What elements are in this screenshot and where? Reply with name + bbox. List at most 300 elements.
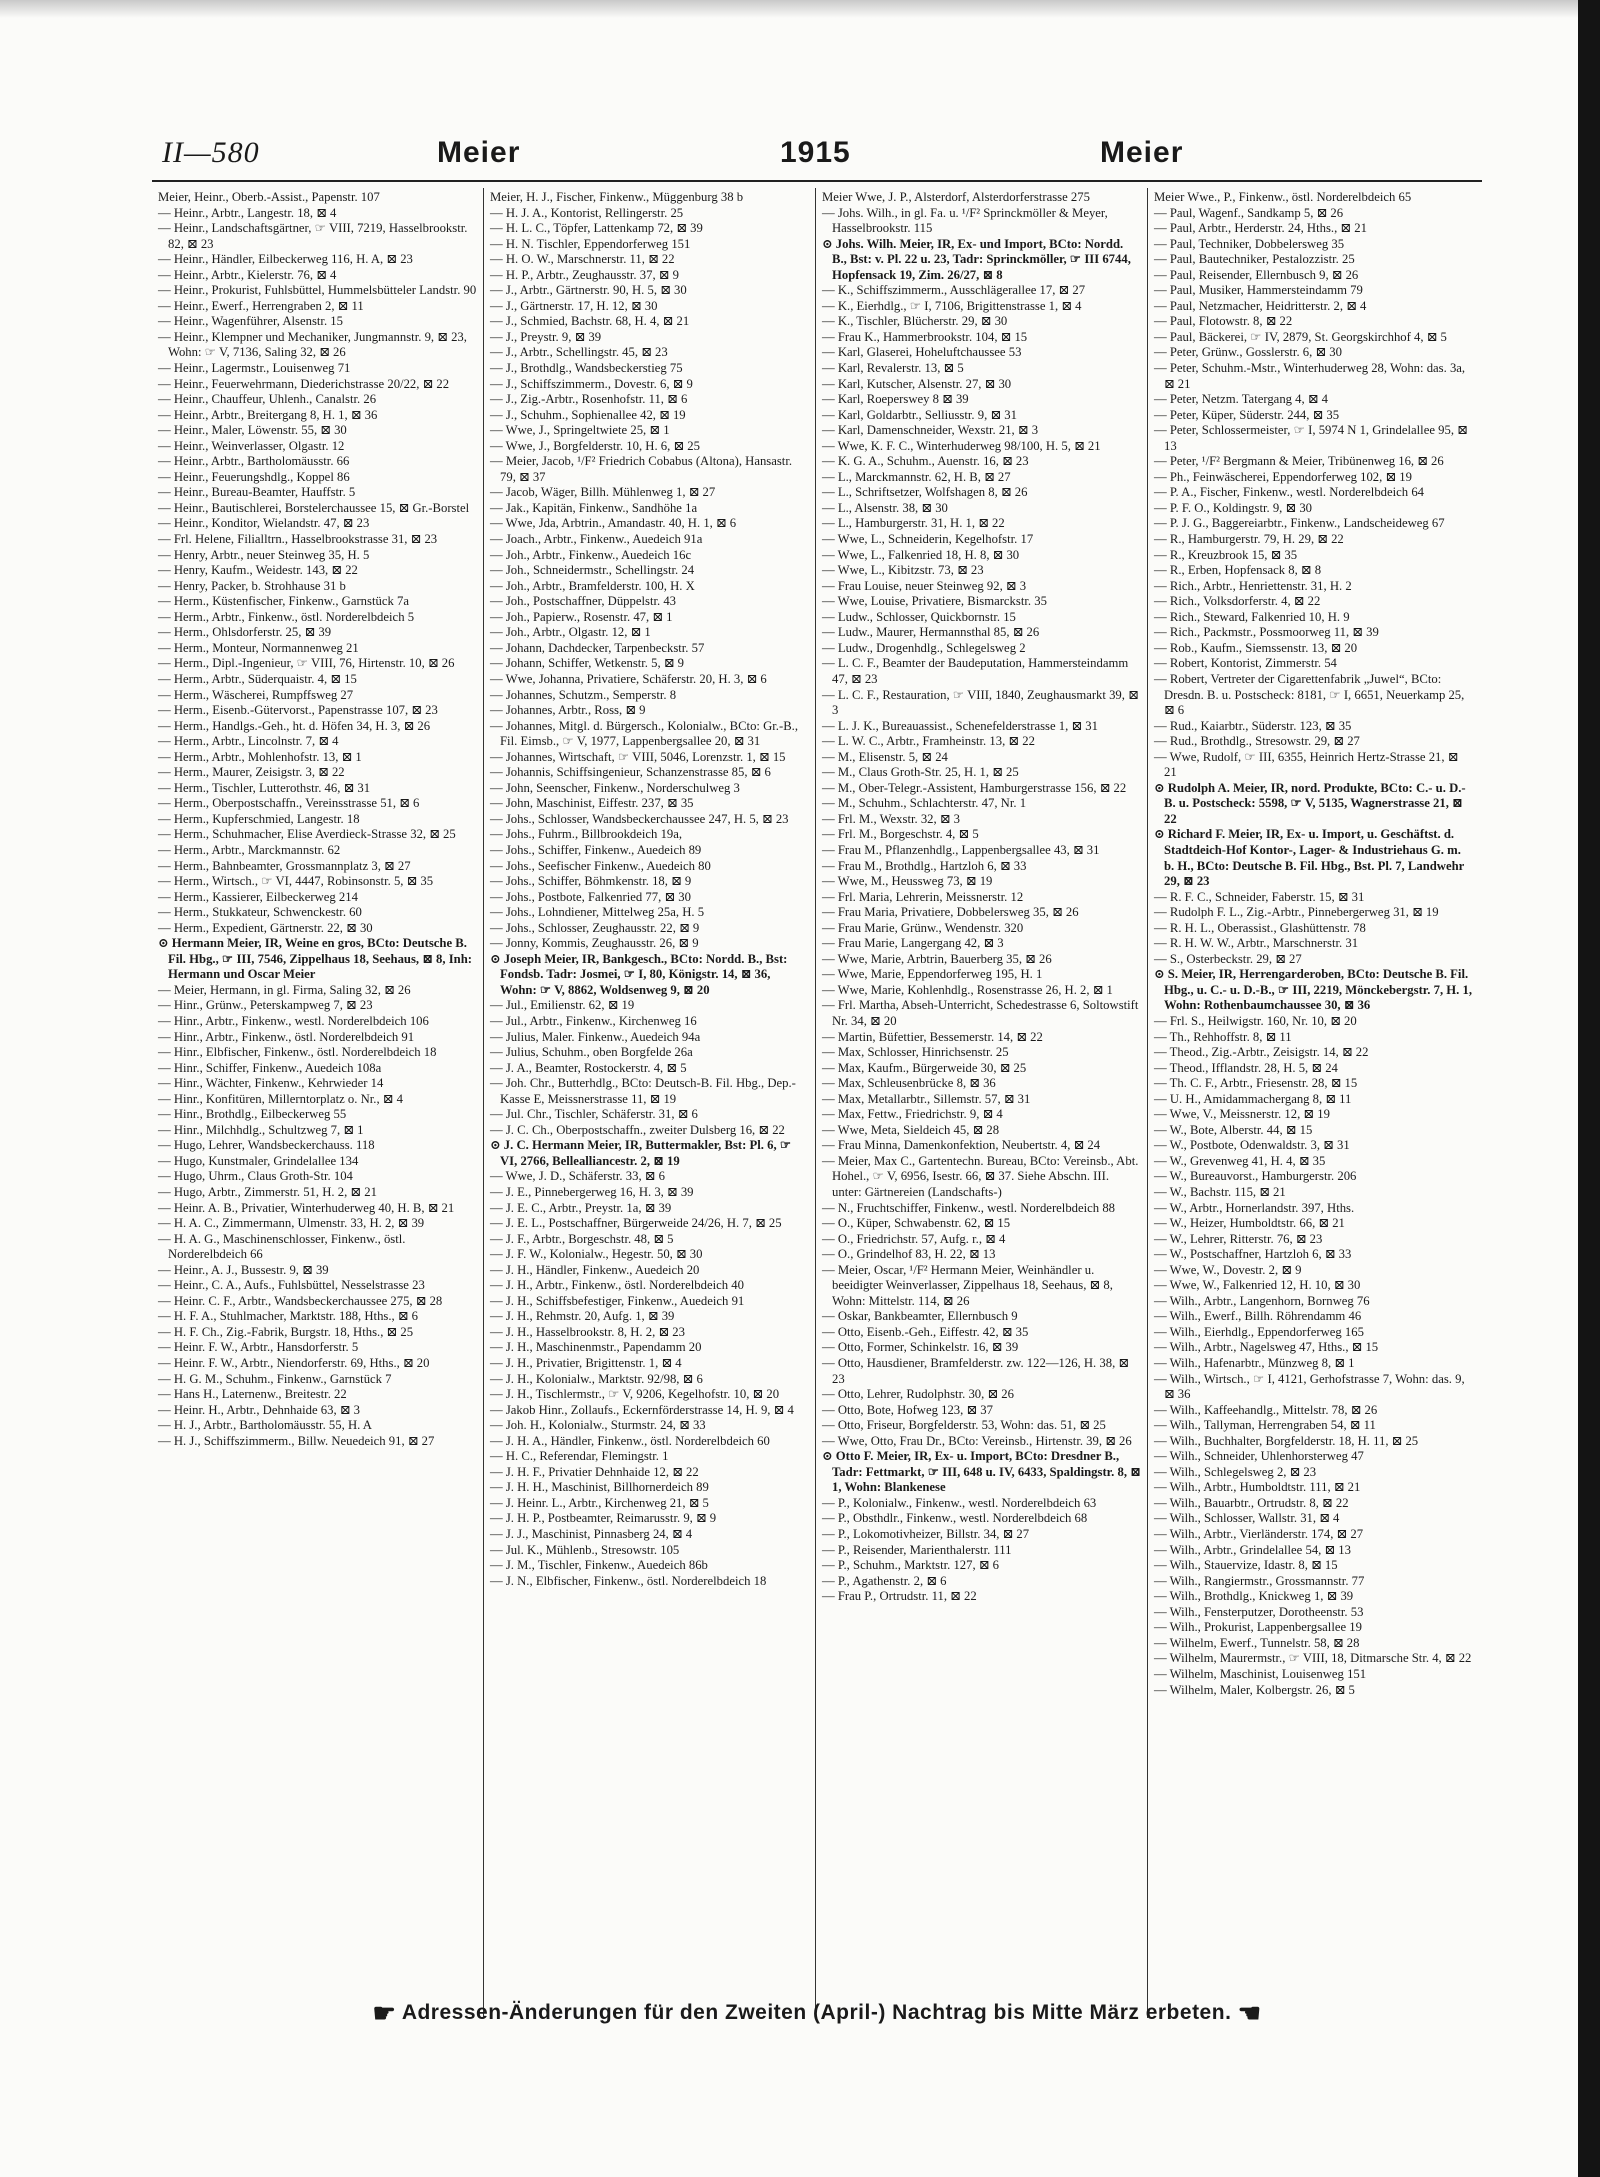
directory-entry: — Wwe, Johanna, Privatiere, Schäferstr. 20, H. 3, ⊠ 6 bbox=[490, 671, 767, 686]
directory-entry: — Wwe, L., Kibitzstr. 73, ⊠ 23 bbox=[822, 563, 984, 578]
directory-entry: — Wilh., Brothdlg., Knickweg 1, ⊠ 39 bbox=[1154, 1589, 1354, 1604]
directory-entry: — Heinr., Bautischlerei, Borstelerchaussee 15, ⊠ Gr.-Borstel bbox=[158, 500, 470, 515]
directory-entry: — J. J., Maschinist, Pinnasberg 24, ⊠ 4 bbox=[490, 1527, 693, 1542]
directory-entry: — Wilh., Arbtr., Langenhorn, Bornweg 76 bbox=[1154, 1293, 1370, 1308]
directory-entry: — Heinr., Arbtr., Kielerstr. 76, ⊠ 4 bbox=[158, 267, 337, 282]
directory-entry: — Hinr., Schiffer, Finkenw., Auedeich 108a bbox=[158, 1060, 382, 1075]
directory-entry: — Wwe, Marie, Kohlenhdlg., Rosenstrasse 26, H. 2, ⊠ 1 bbox=[822, 982, 1113, 997]
directory-entry: — Ludw., Drogenhdlg., Schlegelsweg 2 bbox=[822, 640, 1026, 655]
directory-entry: — Th. C. F., Arbtr., Friesenstr. 28, ⊠ 15 bbox=[1154, 1076, 1358, 1091]
directory-entry: — R., Erben, Hopfensack 8, ⊠ 8 bbox=[1154, 563, 1322, 578]
scan-shadow bbox=[0, 0, 1600, 18]
pointing-hand-right-icon: ☛ bbox=[372, 1998, 397, 2028]
directory-entry: — P. J. G., Baggereiarbtr., Finkenw., Landscheideweg 67 bbox=[1154, 516, 1445, 531]
header-rule bbox=[152, 180, 1482, 182]
directory-entry: — Ludw., Maurer, Hermannsthal 85, ⊠ 26 bbox=[822, 625, 1040, 640]
directory-entry: ⊙ Joseph Meier, IR, Bankgesch., BCto: Nordd. B., Bst: Fondsb. Tadr: Josmei, ☞ I, 80, Königstr. 14, ⊠ 36, Wohn: ☞ V, 8862, Woldsenweg 9, ⊠ 20 bbox=[490, 951, 788, 997]
directory-entry: — Frl. Martha, Abseh-Unterricht, Schedestrasse 6, Soltowstift Nr. 34, ⊠ 20 bbox=[822, 998, 1139, 1028]
directory-entry: — W., Bachstr. 115, ⊠ 21 bbox=[1154, 1185, 1286, 1199]
directory-entry: — Johs. Wilh., in gl. Fa. u. ¹/F² Sprinckmöller & Meyer, Hasselbrookstr. 115 bbox=[822, 205, 1108, 236]
directory-entry: — Otto, Former, Schinkelstr. 16, ⊠ 39 bbox=[822, 1340, 1019, 1355]
directory-entry: — J., Brothdlg., Wandsbeckerstieg 75 bbox=[490, 361, 683, 376]
directory-entry: — Meier, Jacob, ¹/F² Friedrich Cobabus (Altona), Hansastr. 79, ⊠ 37 bbox=[490, 454, 793, 484]
directory-entry: — H. G. M., Schuhm., Finkenw., Garnstück 7 bbox=[158, 1371, 392, 1386]
directory-entry: — Wilh., Hafenarbtr., Münzweg 8, ⊠ 1 bbox=[1154, 1356, 1355, 1371]
directory-entry: — Robert, Vertreter der Cigarettenfabrik „Juwel“, BCto: Dresdn. B. u. Postscheck: 8181, ☞ I, 6651, Neuerkamp 25, ⊠ 6 bbox=[1154, 671, 1465, 718]
directory-entry: — Heinr., Landschaftsgärtner, ☞ VIII, 7219, Hasselbrookstr. 82, ⊠ 23 bbox=[158, 221, 468, 251]
directory-entry: — P., Kolonialw., Finkenw., westl. Norderelbdeich 63 bbox=[822, 1495, 1097, 1510]
directory-entry: — Jul. K., Mühlenb., Stresowstr. 105 bbox=[490, 1542, 680, 1557]
directory-entry: — W., Heizer, Humboldtstr. 66, ⊠ 21 bbox=[1154, 1216, 1345, 1231]
directory-entry: — Jakob Hinr., Zollaufs., Eckernförderstrasse 14, H. 9, ⊠ 4 bbox=[490, 1402, 794, 1417]
directory-entry: — Wilhelm, Maler, Kolbergstr. 26, ⊠ 5 bbox=[1154, 1682, 1355, 1697]
directory-entry: — Frau Louise, neuer Steinweg 92, ⊠ 3 bbox=[822, 578, 1027, 593]
directory-entry: — Peter, Schuhm.-Mstr., Winterhuderweg 28, Wohn: das. 3a, ⊠ 21 bbox=[1154, 361, 1466, 391]
directory-entry: — K., Tischler, Blücherstr. 29, ⊠ 30 bbox=[822, 314, 1008, 329]
directory-entry: — Max, Fettw., Friedrichstr. 9, ⊠ 4 bbox=[822, 1107, 1003, 1122]
scan-edge bbox=[1578, 0, 1600, 2177]
directory-entry: — Wwe, W., Falkenried 12, H. 10, ⊠ 30 bbox=[1154, 1278, 1361, 1293]
directory-entry: — P., Schuhm., Marktstr. 127, ⊠ 6 bbox=[822, 1558, 999, 1573]
directory-entry: — Henry, Packer, b. Strohhause 31 b bbox=[158, 578, 346, 593]
running-head-right: Meier bbox=[1100, 136, 1184, 169]
directory-entry: — Heinr., Feuerwehrmann, Diederichstrasse 20/22, ⊠ 22 bbox=[158, 376, 450, 391]
directory-entry: — Johannes, Schutzm., Semperstr. 8 bbox=[490, 687, 677, 702]
directory-entry: — J., Gärtnerstr. 17, H. 12, ⊠ 30 bbox=[490, 298, 658, 313]
directory-entry: — Herm., Kassierer, Eilbeckerweg 214 bbox=[158, 889, 358, 904]
directory-entry: — Johann, Dachdecker, Tarpenbeckstr. 57 bbox=[490, 640, 705, 655]
directory-entry: — Karl, Damenschneider, Wexstr. 21, ⊠ 3 bbox=[822, 423, 1039, 438]
directory-entry: — Otto, Bote, Hofweg 123, ⊠ 37 bbox=[822, 1402, 993, 1417]
footer-notice bbox=[152, 1998, 1482, 2029]
directory-entry: — Hinr., Arbtr., Finkenw., östl. Norderelbdeich 91 bbox=[158, 1029, 415, 1044]
directory-entry: — Heinr., Feuerungshdlg., Koppel 86 bbox=[158, 469, 350, 484]
directory-entry: — Johannes, Arbtr., Ross, ⊠ 9 bbox=[490, 703, 646, 718]
column-3 bbox=[816, 188, 1148, 2018]
directory-entry: — Karl, Kutscher, Alsenstr. 27, ⊠ 30 bbox=[822, 376, 1012, 391]
directory-entry: — P., Obsthdlr., Finkenw., westl. Norderelbdeich 68 bbox=[822, 1511, 1088, 1526]
directory-entry: — Heinr., Maler, Löwenstr. 55, ⊠ 30 bbox=[158, 423, 347, 438]
directory-entry: — P. F. O., Koldingstr. 9, ⊠ 30 bbox=[1154, 500, 1313, 515]
directory-entry: — Otto, Eisenb.-Geh., Eiffestr. 42, ⊠ 35 bbox=[822, 1324, 1029, 1339]
directory-entry: — Wilhelm, Ewerf., Tunnelstr. 58, ⊠ 28 bbox=[1154, 1635, 1360, 1650]
directory-entry: — H. J., Arbtr., Bartholomäusstr. 55, H. A bbox=[158, 1418, 372, 1433]
directory-entry: — J. H., Hasselbrookstr. 8, H. 2, ⊠ 23 bbox=[490, 1324, 685, 1339]
directory-entry: — Wwe, Louise, Privatiere, Bismarckstr. 35 bbox=[822, 594, 1047, 609]
directory-entry: — Wilhelm, Maschinist, Louisenweg 151 bbox=[1154, 1666, 1367, 1681]
directory-entry: — Heinr., Weinverlasser, Olgastr. 12 bbox=[158, 438, 345, 453]
directory-entry: — Wilh., Arbtr., Humboldtstr. 111, ⊠ 21 bbox=[1154, 1480, 1361, 1495]
directory-entry: — Heinr., Ewerf., Herrengraben 2, ⊠ 11 bbox=[158, 298, 364, 313]
directory-entry: — Herm., Tischler, Lutterothstr. 46, ⊠ 31 bbox=[158, 780, 371, 795]
directory-entry: — Wilh., Wirtsch., ☞ I, 4121, Gerhofstrasse 7, Wohn: das. 9, ⊠ 36 bbox=[1154, 1371, 1465, 1402]
directory-entry: — Herm., Stukkateur, Schwenckestr. 60 bbox=[158, 905, 362, 920]
directory-entry: — Oskar, Bankbeamter, Ellernbusch 9 bbox=[822, 1309, 1018, 1324]
directory-entry: — Jul., Emilienstr. 62, ⊠ 19 bbox=[490, 998, 635, 1013]
directory-entry: — J., Zig.-Arbtr., Rosenhofstr. 11, ⊠ 6 bbox=[490, 392, 688, 407]
directory-entry: — H. L. C., Töpfer, Lattenkamp 72, ⊠ 39 bbox=[490, 221, 703, 236]
directory-entry: — Frau M., Pflanzenhdlg., Lappenbergsallee 43, ⊠ 31 bbox=[822, 842, 1100, 857]
directory-entry: — H. N. Tischler, Eppendorferweg 151 bbox=[490, 236, 691, 251]
directory-entry: — Heinr., Lagermstr., Louisenweg 71 bbox=[158, 361, 351, 376]
directory-entry: — Herm., Handlgs.-Geh., ht. d. Höfen 34, H. 3, ⊠ 26 bbox=[158, 718, 431, 733]
directory-entry: — Hinr., Milchhdlg., Schultzweg 7, ⊠ 1 bbox=[158, 1122, 364, 1137]
directory-entry: — Hinr., Arbtr., Finkenw., westl. Norderelbdeich 106 bbox=[158, 1013, 429, 1028]
directory-entry: Meier Wwe, J. P., Alsterdorf, Alsterdorferstrasse 275 bbox=[822, 190, 1090, 204]
directory-entry: — Th., Rehhoffstr. 8, ⊠ 11 bbox=[1154, 1029, 1292, 1044]
directory-entry: — Wwe, V., Meissnerstr. 12, ⊠ 19 bbox=[1154, 1107, 1330, 1122]
directory-entry: — Peter, Grünw., Gosslerstr. 6, ⊠ 30 bbox=[1154, 345, 1342, 360]
directory-entry: — Herm., Küstenfischer, Finkenw., Garnstück 7a bbox=[158, 594, 409, 609]
directory-entry: — W., Postbote, Odenwaldstr. 3, ⊠ 31 bbox=[1154, 1138, 1350, 1153]
directory-entry: — Theod., Zig.-Arbtr., Zeisigstr. 14, ⊠ 22 bbox=[1154, 1045, 1369, 1060]
directory-entry: — Heinr., Prokurist, Fuhlsbüttel, Hummelsbütteler Landstr. 90 bbox=[158, 283, 477, 298]
directory-entry: — H. A. G., Maschinenschlosser, Finkenw., östl. Norderelbdeich 66 bbox=[158, 1231, 406, 1262]
directory-entry: — Wwe, Meta, Sieldeich 45, ⊠ 28 bbox=[822, 1122, 1000, 1137]
directory-entry: — Wilh., Buchhalter, Borgfelderstr. 18, H. 11, ⊠ 25 bbox=[1154, 1433, 1419, 1448]
directory-entry: — W., Postschaffner, Hartzloh 6, ⊠ 33 bbox=[1154, 1247, 1352, 1262]
directory-entry: — J. H., Tischlermstr., ☞ V, 9206, Kegelhofstr. 10, ⊠ 20 bbox=[490, 1387, 780, 1402]
directory-entry: — L. W. C., Arbtr., Framheinstr. 13, ⊠ 22 bbox=[822, 734, 1035, 749]
directory-entry: — Wilh., Prokurist, Lappenbergsallee 19 bbox=[1154, 1620, 1362, 1635]
directory-entry: — Wilh., Schlosser, Wallstr. 31, ⊠ 4 bbox=[1154, 1511, 1340, 1526]
directory-entry: — J. M., Tischler, Finkenw., Auedeich 86b bbox=[490, 1558, 708, 1573]
directory-entry: — M., Ober-Telegr.-Assistent, Hamburgerstrasse 156, ⊠ 22 bbox=[822, 780, 1127, 795]
directory-entry: — Rob., Kaufm., Siemssenstr. 13, ⊠ 20 bbox=[1154, 640, 1358, 655]
directory-entry: — Peter, ¹/F² Bergmann & Meier, Tribünenweg 16, ⊠ 26 bbox=[1154, 454, 1444, 469]
directory-entry: — J., Schiffszimmerm., Dovestr. 6, ⊠ 9 bbox=[490, 376, 693, 391]
directory-entry: — N., Fruchtschiffer, Finkenw., westl. Norderelbdeich 88 bbox=[822, 1200, 1116, 1215]
directory-entry: — Meier, Oscar, ¹/F² Hermann Meier, Weinhändler u. beeidigter Weinverlasser, Zippelhaus 18, Seehaus, ⊠ 8, Wohn: Mittelstr. 114, ⊠ 26 bbox=[822, 1262, 1113, 1308]
directory-entry: — Meier, Max C., Gartentechn. Bureau, BCto: Vereinsb., Abt. Hohel., ☞ V, 6956, Isestr. 66, ⊠ 37. Siehe Abschn. III. unter: Gärtnereien (Landschafts-) bbox=[822, 1153, 1139, 1199]
page-number: II—580 bbox=[162, 136, 260, 169]
directory-entry: ⊙ S. Meier, IR, Herrengarderoben, BCto: Deutsche B. Fil. Hbg., u. C.- u. D.-B., ☞ III, 2219, Mönckebergstr. 7, H. 1, Wohn: Rothenbaumchaussee 30, ⊠ 36 bbox=[1154, 967, 1473, 1013]
directory-entry: — Hugo, Kunstmaler, Grindelallee 134 bbox=[158, 1153, 359, 1168]
directory-entry: — Heinr., Arbtr., Breitergang 8, H. 1, ⊠ 36 bbox=[158, 407, 378, 422]
directory-entry: — John, Seenscher, Finkenw., Norderschulweg 3 bbox=[490, 780, 740, 795]
directory-entry: — Rud., Brothdlg., Stresowstr. 29, ⊠ 27 bbox=[1154, 734, 1360, 749]
directory-entry: — M., Claus Groth-Str. 25, H. 1, ⊠ 25 bbox=[822, 765, 1019, 780]
directory-entry: — Johs., Schlosser, Wandsbeckerchaussee 247, H. 5, ⊠ 23 bbox=[490, 811, 789, 826]
directory-entry: — Jacob, Wäger, Billh. Mühlenweg 1, ⊠ 27 bbox=[490, 485, 716, 500]
directory-entry: — Hugo, Uhrm., Claus Groth-Str. 104 bbox=[158, 1169, 353, 1184]
directory-entry: — J. E. C., Arbtr., Preystr. 1a, ⊠ 39 bbox=[490, 1200, 672, 1215]
directory-entry: — Wwe, Rudolf, ☞ III, 6355, Heinrich Hertz-Strasse 21, ⊠ 21 bbox=[1154, 749, 1459, 780]
directory-entry: — H. F. A., Stuhlmacher, Marktstr. 188, Hths., ⊠ 6 bbox=[158, 1309, 419, 1324]
directory-entry: — Rich., Packmstr., Possmoorweg 11, ⊠ 39 bbox=[1154, 625, 1379, 640]
directory-entry: — Frau K., Hammerbrookstr. 104, ⊠ 15 bbox=[822, 329, 1028, 344]
directory-entry: — Ph., Feinwäscherei, Eppendorferweg 102, ⊠ 19 bbox=[1154, 469, 1412, 484]
directory-entry: — O., Küper, Schwabenstr. 62, ⊠ 15 bbox=[822, 1216, 1011, 1231]
directory-entry: — J. H., Maschinenmstr., Papendamm 20 bbox=[490, 1340, 702, 1355]
directory-entry: — Wilh., Arbtr., Nagelsweg 47, Hths., ⊠ 15 bbox=[1154, 1340, 1379, 1355]
directory-entry: — Henry, Arbtr., neuer Steinweg 35, H. 5 bbox=[158, 547, 370, 562]
directory-entry: — Otto, Lehrer, Rudolphstr. 30, ⊠ 26 bbox=[822, 1387, 1014, 1402]
directory-entry: — Herm., Wäscherei, Rumpffsweg 27 bbox=[158, 687, 354, 702]
directory-entry: — Herm., Bahnbeamter, Grossmannplatz 3, ⊠ 27 bbox=[158, 858, 411, 873]
directory-entry: — Wilh., Kaffeehandlg., Mittelstr. 78, ⊠ 26 bbox=[1154, 1402, 1378, 1417]
directory-entry: — Wilh., Ewerf., Billh. Röhrendamm 46 bbox=[1154, 1309, 1362, 1324]
directory-entry: — Heinr., Arbtr., Langestr. 18, ⊠ 4 bbox=[158, 205, 337, 220]
directory-entry: — W., Arbtr., Hornerlandstr. 397, Hths. bbox=[1154, 1200, 1355, 1215]
directory-entry: — Paul, Bäckerei, ☞ IV, 2879, St. Georgskirchhof 4, ⊠ 5 bbox=[1154, 329, 1447, 344]
directory-entry: — Wilh., Eierhdlg., Eppendorferweg 165 bbox=[1154, 1324, 1364, 1339]
directory-entry: — Johs., Lohndiener, Mittelweg 25a, H. 5 bbox=[490, 905, 705, 920]
directory-entry: — Meier, Hermann, in gl. Firma, Saling 32, ⊠ 26 bbox=[158, 982, 411, 997]
directory-entry: — Herm., Arbtr., Lincolnstr. 7, ⊠ 4 bbox=[158, 734, 339, 749]
directory-entry: — Jak., Kapitän, Finkenw., Sandhöhe 1a bbox=[490, 500, 698, 515]
directory-entry: — Heinr., Arbtr., Bartholomäusstr. 66 bbox=[158, 454, 350, 469]
directory-entry: — J. H., Arbtr., Finkenw., östl. Norderelbdeich 40 bbox=[490, 1278, 744, 1293]
directory-entry: — Paul, Reisender, Ellernbusch 9, ⊠ 26 bbox=[1154, 267, 1359, 282]
directory-entry: — Heinr., Händler, Eilbeckerweg 116, H. A, ⊠ 23 bbox=[158, 252, 413, 267]
directory-entry: — Henry, Kaufm., Weidestr. 143, ⊠ 22 bbox=[158, 563, 358, 578]
directory-entry: ⊙ Richard F. Meier, IR, Ex- u. Import, u. Geschäftst. d. Stadtdeich-Hof Kontor-, Lager- & Industriehaus G. m. b. H., BCto: Deutsche B. Fil. Hbg., Bst. Pl. 7, Landwehr 29, ⊠ 23 bbox=[1154, 827, 1465, 889]
directory-entry: — John, Maschinist, Eiffestr. 237, ⊠ 35 bbox=[490, 796, 694, 811]
directory-entry: — Otto, Hausdiener, Bramfelderstr. zw. 122—126, H. 38, ⊠ 23 bbox=[822, 1356, 1130, 1386]
directory-entry: — Joh., Arbtr., Olgastr. 12, ⊠ 1 bbox=[490, 625, 651, 640]
directory-entry: — M., Schuhm., Schlachterstr. 47, Nr. 1 bbox=[822, 796, 1027, 811]
directory-entry: — Joh. H., Kolonialw., Sturmstr. 24, ⊠ 33 bbox=[490, 1418, 706, 1433]
directory-entry: — Rudolph F. L., Zig.-Arbtr., Pinnebergerweg 31, ⊠ 19 bbox=[1154, 905, 1439, 920]
column-2 bbox=[484, 188, 816, 2018]
directory-entry: — L. C. F., Beamter der Baudeputation, Hammersteindamm 47, ⊠ 23 bbox=[822, 656, 1129, 686]
directory-entry: — Julius, Schuhm., oben Borgfelde 26a bbox=[490, 1045, 693, 1060]
directory-entry: — Wilh., Schneider, Uhlenhorsterweg 47 bbox=[1154, 1449, 1364, 1464]
directory-entry: — J. H. A., Händler, Finkenw., östl. Norderelbdeich 60 bbox=[490, 1433, 770, 1448]
directory-entry: — Wilh., Schlegelsweg 2, ⊠ 23 bbox=[1154, 1464, 1317, 1479]
directory-entry: — J. E., Pinnebergerweg 16, H. 3, ⊠ 39 bbox=[490, 1185, 694, 1199]
directory-entry: — Joh. Chr., Butterhdlg., BCto: Deutsch-B. Fil. Hbg., Dep.-Kasse E, Meissnerstrasse 11, ⊠ 19 bbox=[490, 1076, 796, 1106]
pointing-hand-left-icon: ☚ bbox=[1237, 1998, 1262, 2028]
directory-entry: — J. H., Privatier, Brigittenstr. 1, ⊠ 4 bbox=[490, 1356, 682, 1371]
directory-entry: — Wwe, Marie, Arbtrin, Bauerberg 35, ⊠ 26 bbox=[822, 951, 1052, 966]
directory-entry: — H. O. W., Marschnerstr. 11, ⊠ 22 bbox=[490, 252, 675, 267]
directory-entry: — R. H. W. W., Arbtr., Marschnerstr. 31 bbox=[1154, 936, 1359, 951]
directory-entry: — Karl, Revalerstr. 13, ⊠ 5 bbox=[822, 361, 964, 376]
directory-entry: — Johs., Postbote, Falkenried 77, ⊠ 30 bbox=[490, 889, 691, 904]
directory-entry: — Johs., Schiffer, Finkenw., Auedeich 89 bbox=[490, 842, 702, 857]
directory-entry: — Wwe, L., Schneiderin, Kegelhofstr. 17 bbox=[822, 532, 1034, 547]
directory-entry: — Hinr., Wächter, Finkenw., Kehrwieder 14 bbox=[158, 1076, 384, 1091]
directory-entry: — Heinr. A. B., Privatier, Winterhuderweg 40, H. B, ⊠ 21 bbox=[158, 1200, 455, 1215]
directory-entry: — Wwe, J., Borgfelderstr. 10, H. 6, ⊠ 25 bbox=[490, 438, 700, 453]
directory-entry: Meier, H. J., Fischer, Finkenw., Müggenburg 38 b bbox=[490, 190, 744, 204]
directory-entry: — L. C. F., Restauration, ☞ VIII, 1840, Zeughausmarkt 39, ⊠ 3 bbox=[822, 687, 1139, 718]
directory-entry: — Johannes, Wirtschaft, ☞ VIII, 5046, Lorenzstr. 1, ⊠ 15 bbox=[490, 749, 786, 764]
directory-entry: — O., Friedrichstr. 57, Aufg. r., ⊠ 4 bbox=[822, 1231, 1006, 1246]
directory-entry: — Frau Marie, Grünw., Wendenstr. 320 bbox=[822, 920, 1024, 935]
directory-entry: — Wilh., Stauervize, Idastr. 8, ⊠ 15 bbox=[1154, 1558, 1338, 1573]
directory-entry: — Frl. M., Wexstr. 32, ⊠ 3 bbox=[822, 811, 961, 826]
directory-entry: — H. F. Ch., Zig.-Fabrik, Burgstr. 18, Hths., ⊠ 25 bbox=[158, 1324, 414, 1339]
directory-entry: — J. H., Rehmstr. 20, Aufg. 1, ⊠ 39 bbox=[490, 1309, 675, 1324]
directory-entry: — Frau Marie, Langergang 42, ⊠ 3 bbox=[822, 936, 1004, 951]
directory-entry: — Jul. Chr., Tischler, Schäferstr. 31, ⊠ 6 bbox=[490, 1107, 698, 1122]
directory-entry: — Herm., Expedient, Gärtnerstr. 22, ⊠ 30 bbox=[158, 920, 373, 935]
directory-entry: — K., Eierhdlg., ☞ I, 7106, Brigittenstrasse 1, ⊠ 4 bbox=[822, 298, 1082, 313]
directory-entry: — Wwe, Jda, Arbtrin., Amandastr. 40, H. 1, ⊠ 6 bbox=[490, 516, 737, 531]
directory-entry: — H. J., Schiffszimmerm., Billw. Neuedeich 91, ⊠ 27 bbox=[158, 1433, 435, 1448]
directory-entry: — Rich., Volksdorferstr. 4, ⊠ 22 bbox=[1154, 594, 1321, 609]
directory-entry: — J. A., Beamter, Rostockerstr. 4, ⊠ 5 bbox=[490, 1060, 687, 1075]
directory-entry: — Max, Metallarbtr., Sillemstr. 57, ⊠ 31 bbox=[822, 1091, 1031, 1106]
directory-entry: — Wwe, Otto, Frau Dr., BCto: Vereinsb., Hirtenstr. 39, ⊠ 26 bbox=[822, 1433, 1132, 1448]
directory-entry: — Heinr. C. F., Arbtr., Wandsbeckerchaussee 275, ⊠ 28 bbox=[158, 1293, 443, 1308]
directory-entry: — J., Schuhm., Sophienallee 42, ⊠ 19 bbox=[490, 407, 686, 422]
directory-entry: — Heinr., Konditor, Wielandstr. 47, ⊠ 23 bbox=[158, 516, 370, 531]
directory-entry: — R., Kreuzbrook 15, ⊠ 35 bbox=[1154, 547, 1298, 562]
directory-entry: — Heinr., Wagenführer, Alsenstr. 15 bbox=[158, 314, 343, 329]
directory-entry: — Heinr. F. W., Arbtr., Niendorferstr. 69, Hths., ⊠ 20 bbox=[158, 1356, 430, 1371]
directory-entry: — Frau Minna, Damenkonfektion, Neubertstr. 4, ⊠ 24 bbox=[822, 1138, 1101, 1153]
directory-entry: — Herm., Maurer, Zeisigstr. 3, ⊠ 22 bbox=[158, 765, 345, 780]
directory-entry: Meier Wwe., P., Finkenw., östl. Norderelbdeich 65 bbox=[1154, 190, 1412, 204]
directory-entry: — Peter, Küper, Süderstr. 244, ⊠ 35 bbox=[1154, 407, 1340, 422]
directory-entry: — J. H., Schiffsbefestiger, Finkenw., Auedeich 91 bbox=[490, 1293, 745, 1308]
directory-entry: — Johs., Schlosser, Zeughausstr. 22, ⊠ 9 bbox=[490, 920, 700, 935]
directory-page bbox=[152, 118, 1482, 2033]
directory-entry: — J. F. W., Kolonialw., Hegestr. 50, ⊠ 30 bbox=[490, 1247, 703, 1262]
directory-entry: — Jonny, Kommis, Zeughausstr. 26, ⊠ 9 bbox=[490, 936, 699, 951]
directory-entry: — Herm., Monteur, Normannenweg 21 bbox=[158, 640, 359, 655]
directory-entry: — Herm., Schuhmacher, Elise Averdieck-Strasse 32, ⊠ 25 bbox=[158, 827, 456, 842]
directory-entry: — H. C., Referendar, Flemingstr. 1 bbox=[490, 1449, 669, 1464]
directory-entry: — Herm., Oberpostschaffn., Vereinsstrasse 51, ⊠ 6 bbox=[158, 796, 420, 811]
directory-entry: — Johs., Schiffer, Böhmkenstr. 18, ⊠ 9 bbox=[490, 874, 692, 889]
directory-entry: — Jul., Arbtr., Finkenw., Kirchenweg 16 bbox=[490, 1013, 697, 1028]
directory-entry: — Max, Schleusenbrücke 8, ⊠ 36 bbox=[822, 1076, 996, 1091]
directory-entry: — Frl. Helene, Filialltrn., Hasselbrookstrasse 31, ⊠ 23 bbox=[158, 532, 438, 547]
directory-entry: ⊙ Hermann Meier, IR, Weine en gros, BCto: Deutsche B. Fil. Hbg., ☞ III, 7546, Zippelhaus 18, Seehaus, ⊠ 8, Inh: Hermann und Oscar Meier bbox=[158, 936, 473, 982]
directory-entry: — Frl. M., Borgeschstr. 4, ⊠ 5 bbox=[822, 827, 979, 842]
directory-entry: — Karl, Goldarbtr., Selliusstr. 9, ⊠ 31 bbox=[822, 407, 1017, 422]
directory-entry: — J., Arbtr., Gärtnerstr. 90, H. 5, ⊠ 30 bbox=[490, 283, 687, 298]
directory-entry: — Joh., Papierw., Rosenstr. 47, ⊠ 1 bbox=[490, 609, 673, 624]
directory-entry: — P., Lokomotivheizer, Billstr. 34, ⊠ 27 bbox=[822, 1527, 1030, 1542]
directory-entry: — Wilh., Bauarbtr., Ortrudstr. 8, ⊠ 22 bbox=[1154, 1495, 1349, 1510]
directory-entry: — Herm., Arbtr., Mohlenhofstr. 13, ⊠ 1 bbox=[158, 749, 362, 764]
directory-entry: — Otto, Friseur, Borgfelderstr. 53, Wohn: das. 51, ⊠ 25 bbox=[822, 1418, 1106, 1433]
directory-entry: — J. H. F., Privatier Dehnhaide 12, ⊠ 22 bbox=[490, 1464, 699, 1479]
directory-entry: — Herm., Arbtr., Süderquaistr. 4, ⊠ 15 bbox=[158, 671, 357, 686]
directory-entry: — Wwe, K. F. C., Winterhuderweg 98/100, H. 5, ⊠ 21 bbox=[822, 438, 1101, 453]
directory-entry: — Julius, Maler. Finkenw., Auedeich 94a bbox=[490, 1029, 701, 1044]
directory-entry: — Joh., Postschaffner, Düppelstr. 43 bbox=[490, 594, 677, 609]
directory-entry: — Theod., Ifflandstr. 28, H. 5, ⊠ 24 bbox=[1154, 1060, 1338, 1075]
directory-entry: — W., Grevenweg 41, H. 4, ⊠ 35 bbox=[1154, 1153, 1326, 1168]
directory-entry: — R. H. L., Oberassist., Glashüttenstr. 78 bbox=[1154, 920, 1366, 935]
directory-entry: Meier, Heinr., Oberb.-Assist., Papenstr. 107 bbox=[158, 190, 380, 204]
directory-entry: — J. Heinr. L., Arbtr., Kirchenweg 21, ⊠ 5 bbox=[490, 1495, 709, 1510]
directory-entry: — P., Reisender, Marienthalerstr. 111 bbox=[822, 1542, 1012, 1557]
directory-entry: — R. F. C., Schneider, Faberstr. 15, ⊠ 31 bbox=[1154, 889, 1365, 904]
directory-entry: — Hinr., Konfitüren, Millerntorplatz o. Nr., ⊠ 4 bbox=[158, 1091, 403, 1106]
directory-entry: — H. A. C., Zimmermann, Ulmenstr. 33, H. 2, ⊠ 39 bbox=[158, 1216, 425, 1231]
directory-entry: — Wilh., Arbtr., Vierländerstr. 174, ⊠ 27 bbox=[1154, 1527, 1364, 1542]
directory-entry: — Hugo, Lehrer, Wandsbeckerchauss. 118 bbox=[158, 1138, 375, 1153]
directory-entry: — Herm., Arbtr., Finkenw., östl. Norderelbdeich 5 bbox=[158, 609, 415, 624]
directory-entry: — J. H., Händler, Finkenw., Auedeich 20 bbox=[490, 1262, 700, 1277]
directory-entry: — W., Bureauvorst., Hamburgerstr. 206 bbox=[1154, 1169, 1357, 1184]
directory-entry: — Heinr. F. W., Arbtr., Hansdorferstr. 5 bbox=[158, 1340, 359, 1355]
directory-entry: — Johannes, Mitgl. d. Bürgersch., Kolonialw., BCto: Gr.-B., Fil. Eimsb., ☞ V, 1977, Lappenbergsallee 20, ⊠ 31 bbox=[490, 718, 799, 749]
directory-entry: — Hans H., Laternenw., Breitestr. 22 bbox=[158, 1387, 347, 1402]
directory-entry: — Peter, Netzm. Tatergang 4, ⊠ 4 bbox=[1154, 392, 1329, 407]
directory-entry: — Wwe, L., Falkenried 18, H. 8, ⊠ 30 bbox=[822, 547, 1020, 562]
directory-entry: — Johs., Fuhrm., Billbrookdeich 19a, bbox=[490, 827, 683, 842]
directory-entry: — Herm., Dipl.-Ingenieur, ☞ VIII, 76, Hirtenstr. 10, ⊠ 26 bbox=[158, 656, 455, 671]
directory-entry: — Paul, Musiker, Hammersteindamm 79 bbox=[1154, 283, 1363, 298]
directory-entry: — R., Hamburgerstr. 79, H. 29, ⊠ 22 bbox=[1154, 532, 1344, 547]
directory-entry: — P. A., Fischer, Finkenw., westl. Norderelbdeich 64 bbox=[1154, 485, 1425, 500]
directory-entry: — Herm., Ohlsdorferstr. 25, ⊠ 39 bbox=[158, 625, 332, 640]
directory-entry: ⊙ Otto F. Meier, IR, Ex- u. Import, BCto: Dresdner B., Tadr: Fettmarkt, ☞ III, 648 u. IV, 6433, Spaldingstr. 8, ⊠ 1, Wohn: Blankenese bbox=[822, 1449, 1141, 1495]
directory-entry: — Hinr., Grünw., Peterskampweg 7, ⊠ 23 bbox=[158, 998, 373, 1013]
directory-entry: — L. J. K., Bureauassist., Schenefelderstrasse 1, ⊠ 31 bbox=[822, 718, 1098, 733]
directory-entry: — Paul, Netzmacher, Heidritterstr. 2, ⊠ 4 bbox=[1154, 298, 1367, 313]
directory-entry: — W., Bote, Alberstr. 44, ⊠ 15 bbox=[1154, 1122, 1313, 1137]
directory-entry: — Wilh., Tallyman, Herrengraben 54, ⊠ 11 bbox=[1154, 1418, 1376, 1433]
footer-text: Adressen-Änderungen für den Zweiten (April-) Nachtrag bis Mitte März erbeten. bbox=[401, 2001, 1232, 2025]
directory-entry: ⊙ J. C. Hermann Meier, IR, Buttermakler, Bst: Pl. 6, ☞ VI, 2766, Bellealliancestr. 2, ⊠ 19 bbox=[490, 1138, 792, 1168]
directory-entry: — Wwe, J., Springeltwiete 25, ⊠ 1 bbox=[490, 423, 670, 438]
directory-entry: — L., Marckmannstr. 62, H. B, ⊠ 27 bbox=[822, 469, 1011, 484]
directory-entry: — Johs., Seefischer Finkenw., Auedeich 80 bbox=[490, 858, 711, 873]
directory-entry: — Karl, Glaserei, Hoheluftchaussee 53 bbox=[822, 345, 1022, 360]
directory-entry: — Herm., Eisenb.-Gütervorst., Papenstrasse 107, ⊠ 23 bbox=[158, 703, 438, 718]
directory-entry: — Frau Maria, Privatiere, Dobbelersweg 35, ⊠ 26 bbox=[822, 905, 1079, 920]
directory-entry: ⊙ Rudolph A. Meier, IR, nord. Produkte, BCto: C.- u. D.-B. u. Postscheck: 5598, ☞ V, 5135, Wagnerstrasse 21, ⊠ 22 bbox=[1154, 780, 1466, 826]
directory-entry: — H. J. A., Kontorist, Rellingerstr. 25 bbox=[490, 205, 684, 220]
directory-entry: — Hugo, Arbtr., Zimmerstr. 51, H. 2, ⊠ 21 bbox=[158, 1185, 377, 1199]
directory-entry: — K. G. A., Schuhm., Auenstr. 16, ⊠ 23 bbox=[822, 454, 1029, 469]
directory-entry: — Herm., Arbtr., Marckmannstr. 62 bbox=[158, 842, 341, 857]
directory-entry: — J. C. Ch., Oberpostschaffn., zweiter Dulsberg 16, ⊠ 22 bbox=[490, 1122, 785, 1137]
directory-entry: — H. P., Arbtr., Zeughausstr. 37, ⊠ 9 bbox=[490, 267, 679, 282]
directory-entry: — Max, Kaufm., Bürgerweide 30, ⊠ 25 bbox=[822, 1060, 1027, 1075]
directory-entry: — W., Lehrer, Ritterstr. 76, ⊠ 23 bbox=[1154, 1231, 1323, 1246]
directory-entry: — Wilh., Fensterputzer, Dorotheenstr. 53 bbox=[1154, 1604, 1364, 1619]
directory-entry: — Frl. Maria, Lehrerin, Meissnerstr. 12 bbox=[822, 889, 1024, 904]
directory-entry: — J., Schmied, Bachstr. 68, H. 4, ⊠ 21 bbox=[490, 314, 690, 329]
directory-entry: — Herm., Kupferschmied, Langestr. 18 bbox=[158, 811, 360, 826]
directory-entry: — Herm., Wirtsch., ☞ VI, 4447, Robinsonstr. 5, ⊠ 35 bbox=[158, 874, 434, 889]
directory-entry: — Frl. S., Heilwigstr. 160, Nr. 10, ⊠ 20 bbox=[1154, 1013, 1357, 1028]
directory-entry: — Wwe, W., Dovestr. 2, ⊠ 9 bbox=[1154, 1262, 1302, 1277]
directory-entry: — Joach., Arbtr., Finkenw., Auedeich 91a bbox=[490, 532, 703, 547]
directory-entry: — J. E. L., Postschaffner, Bürgerweide 24/26, H. 7, ⊠ 25 bbox=[490, 1216, 782, 1231]
directory-entry: — O., Grindelhof 83, H. 22, ⊠ 13 bbox=[822, 1247, 996, 1262]
directory-columns bbox=[152, 188, 1482, 2018]
directory-entry: — P., Agathenstr. 2, ⊠ 6 bbox=[822, 1573, 947, 1588]
directory-entry: — Heinr., C. A., Aufs., Fuhlsbüttel, Nesselstrasse 23 bbox=[158, 1278, 425, 1293]
directory-entry: — Max, Schlosser, Hinrichsenstr. 25 bbox=[822, 1045, 1009, 1060]
directory-entry: — Robert, Kontorist, Zimmerstr. 54 bbox=[1154, 656, 1337, 671]
directory-entry: — Johannis, Schiffsingenieur, Schanzenstrasse 85, ⊠ 6 bbox=[490, 765, 771, 780]
directory-entry: — Heinr. H., Arbtr., Dehnhaide 63, ⊠ 3 bbox=[158, 1402, 360, 1417]
directory-entry: — L., Schriftsetzer, Wolfshagen 8, ⊠ 26 bbox=[822, 485, 1028, 500]
directory-entry: — Martin, Büfettier, Bessemerstr. 14, ⊠ 22 bbox=[822, 1029, 1043, 1044]
directory-entry: — Wwe, J. D., Schäferstr. 33, ⊠ 6 bbox=[490, 1169, 665, 1184]
directory-entry: — Joh., Schneidermstr., Schellingstr. 24 bbox=[490, 563, 695, 578]
year-heading: 1915 bbox=[780, 136, 851, 169]
directory-entry: — Peter, Schlossermeister, ☞ I, 5974 N 1, Grindelallee 95, ⊠ 13 bbox=[1154, 423, 1468, 453]
directory-entry: — Frau P., Ortrudstr. 11, ⊠ 22 bbox=[822, 1589, 977, 1604]
directory-entry: — S., Osterbeckstr. 29, ⊠ 27 bbox=[1154, 951, 1302, 966]
directory-entry: — Heinr., Chauffeur, Uhlenh., Canalstr. 26 bbox=[158, 392, 377, 407]
directory-entry: — Rich., Steward, Falkenried 10, H. 9 bbox=[1154, 609, 1350, 624]
